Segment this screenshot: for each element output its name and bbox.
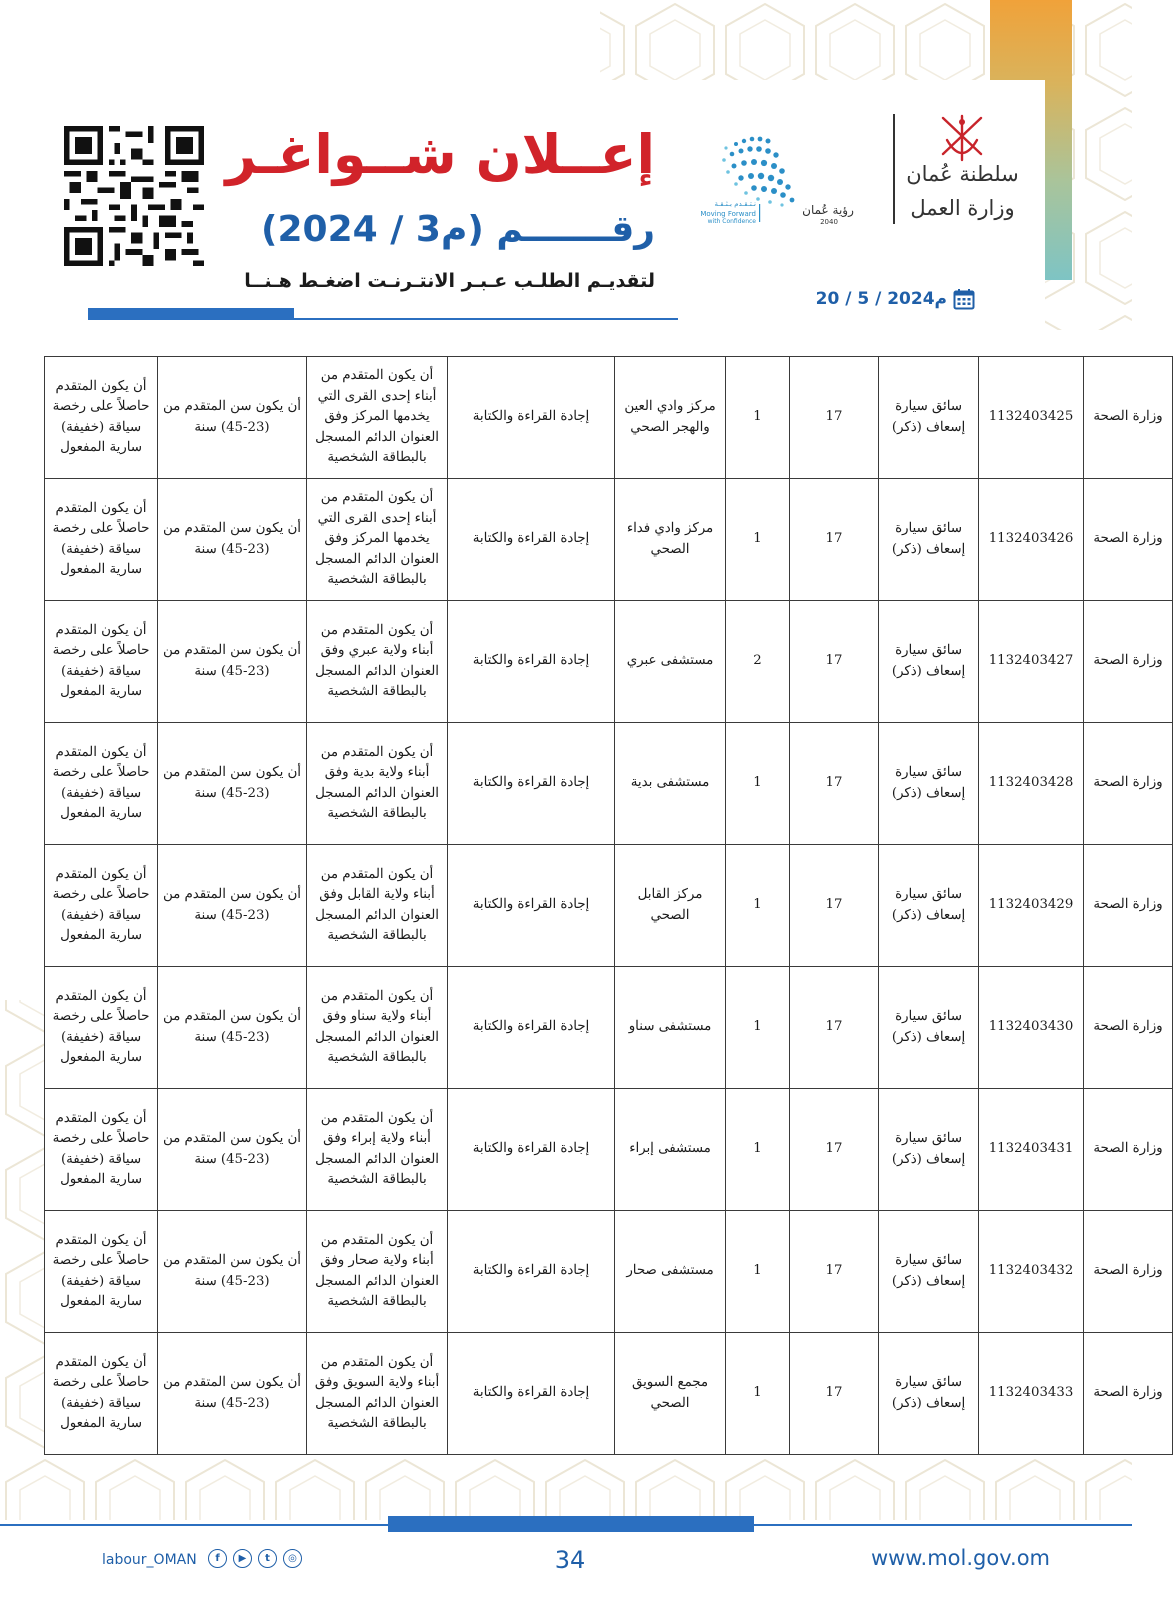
grade-cell: 17: [790, 1089, 879, 1211]
job-title-cell: سائق سيارة إسعاف (ذكر): [879, 1089, 979, 1211]
workplace-cell: مستشفى إبراء: [615, 1089, 726, 1211]
age-condition-cell: أن يكون سن المتقدم من (23-45) سنة: [158, 967, 307, 1089]
workplace-cell: مستشفى سناو: [615, 967, 726, 1089]
title-underline: [88, 308, 678, 320]
job-code-cell: 1132403430: [979, 967, 1084, 1089]
ministry-cell: وزارة الصحة: [1084, 1089, 1173, 1211]
job-code-cell: 1132403431: [979, 1089, 1084, 1211]
table-row: [45, 1211, 1173, 1333]
workplace-cell: مستشفى عبري: [615, 601, 726, 723]
vacancy-count-cell: 1: [726, 723, 790, 845]
vision-year: 2040: [820, 218, 838, 226]
license-condition-cell: أن يكون المتقدم حاصلاً على رخصة سياقة (خفيفة) سارية المفعول: [45, 357, 158, 479]
job-code-cell: 1132403426: [979, 479, 1084, 601]
qr-code-icon[interactable]: [64, 126, 204, 266]
ministry-cell: وزارة الصحة: [1084, 479, 1173, 601]
age-condition-cell: أن يكون سن المتقدم من (23-45) سنة: [158, 1089, 307, 1211]
job-title-cell: سائق سيارة إسعاف (ذكر): [879, 723, 979, 845]
qualification-cell: إجادة القراءة والكتابة: [448, 967, 615, 1089]
date-text: 20 / 5 / 2024م: [815, 289, 947, 309]
table-row: [45, 723, 1173, 845]
tagline-arabic: نـتـقـدم بـثـقـة: [714, 200, 756, 208]
residence-condition-cell: أن يكون المتقدم من أبناء ولاية صحار وفق العنوان الدائم المسجل بالبطاقة الشخصية: [307, 1211, 448, 1333]
vacancy-count-cell: 1: [726, 967, 790, 1089]
age-condition-cell: أن يكون سن المتقدم من (23-45) سنة: [158, 1211, 307, 1333]
job-title-cell: سائق سيارة إسعاف (ذكر): [879, 845, 979, 967]
social-handle[interactable]: labour_OMAN: [102, 1552, 197, 1568]
age-condition-cell: أن يكون سن المتقدم من (23-45) سنة: [158, 479, 307, 601]
workplace-cell: مركز القابل الصحي: [615, 845, 726, 967]
qualification-cell: إجادة القراءة والكتابة: [448, 845, 615, 967]
job-title-cell: سائق سيارة إسعاف (ذكر): [879, 967, 979, 1089]
license-condition-cell: أن يكون المتقدم حاصلاً على رخصة سياقة (خفيفة) سارية المفعول: [45, 723, 158, 845]
job-code-cell: 1132403427: [979, 601, 1084, 723]
youtube-icon[interactable]: ▶: [233, 1549, 252, 1568]
instagram-icon[interactable]: ◎: [283, 1549, 302, 1568]
ministry-cell: وزارة الصحة: [1084, 967, 1173, 1089]
grade-cell: 17: [790, 845, 879, 967]
grade-cell: 17: [790, 967, 879, 1089]
job-title-cell: سائق سيارة إسعاف (ذكر): [879, 601, 979, 723]
job-title-cell: سائق سيارة إسعاف (ذكر): [879, 1333, 979, 1455]
announcement-date: [790, 288, 975, 314]
license-condition-cell: أن يكون المتقدم حاصلاً على رخصة سياقة (خفيفة) سارية المفعول: [45, 479, 158, 601]
ministry-name-line2: وزارة العمل: [910, 196, 1015, 220]
residence-condition-cell: أن يكون المتقدم من أبناء ولاية عبري وفق العنوان الدائم المسجل بالبطاقة الشخصية: [307, 601, 448, 723]
license-condition-cell: أن يكون المتقدم حاصلاً على رخصة سياقة (خفيفة) سارية المفعول: [45, 845, 158, 967]
social-icons: [208, 1549, 302, 1569]
grade-cell: 17: [790, 723, 879, 845]
license-condition-cell: أن يكون المتقدم حاصلاً على رخصة سياقة (خفيفة) سارية المفعول: [45, 601, 158, 723]
page-number: 34: [554, 1546, 586, 1574]
page-title: إعــلان شــواغـر: [225, 123, 655, 186]
job-code-cell: 1132403425: [979, 357, 1084, 479]
age-condition-cell: أن يكون سن المتقدم من (23-45) سنة: [158, 723, 307, 845]
workplace-cell: مستشفى بدية: [615, 723, 726, 845]
workplace-cell: مجمع السويق الصحي: [615, 1333, 726, 1455]
job-code-cell: 1132403432: [979, 1211, 1084, 1333]
residence-condition-cell: أن يكون المتقدم من أبناء ولاية بدية وفق العنوان الدائم المسجل بالبطاقة الشخصية: [307, 723, 448, 845]
job-title-cell: سائق سيارة إسعاف (ذكر): [879, 479, 979, 601]
qualification-cell: إجادة القراءة والكتابة: [448, 1211, 615, 1333]
table-row: [45, 1333, 1173, 1455]
vacancy-count-cell: 1: [726, 845, 790, 967]
qualification-cell: إجادة القراءة والكتابة: [448, 723, 615, 845]
tagline-english-line2: with Confidence: [707, 218, 756, 225]
vacancies-table: [44, 356, 1173, 1455]
grade-cell: 17: [790, 479, 879, 601]
ministry-cell: وزارة الصحة: [1084, 1211, 1173, 1333]
residence-condition-cell: أن يكون المتقدم من أبناء إحدى القرى التي يخدمها المركز وفق العنوان الدائم المسجل بالبطاقة الشخصية: [307, 357, 448, 479]
qualification-cell: إجادة القراءة والكتابة: [448, 357, 615, 479]
qualification-cell: إجادة القراءة والكتابة: [448, 1333, 615, 1455]
footer-tab: [388, 1516, 754, 1532]
workplace-cell: مركز وادي العين والهجر الصحي: [615, 357, 726, 479]
residence-condition-cell: أن يكون المتقدم من أبناء إحدى القرى التي يخدمها المركز وفق العنوان الدائم المسجل بالبطاقة الشخصية: [307, 479, 448, 601]
table-row: [45, 967, 1173, 1089]
announcement-number: رقـــــــم (م3 / 2024): [261, 209, 655, 250]
residence-condition-cell: أن يكون المتقدم من أبناء ولاية السويق وفق العنوان الدائم المسجل بالبطاقة الشخصية: [307, 1333, 448, 1455]
qualification-cell: إجادة القراءة والكتابة: [448, 1089, 615, 1211]
job-title-cell: سائق سيارة إسعاف (ذكر): [879, 1211, 979, 1333]
vision-label: رؤية عُمان: [802, 203, 854, 217]
qualification-cell: إجادة القراءة والكتابة: [448, 601, 615, 723]
vacancy-count-cell: 1: [726, 1089, 790, 1211]
table-row: [45, 601, 1173, 723]
license-condition-cell: أن يكون المتقدم حاصلاً على رخصة سياقة (خفيفة) سارية المفعول: [45, 1089, 158, 1211]
apply-online-link[interactable]: لتقديـم الطلـب عـبـر الانتـرنـت اضغـط هـنــا: [244, 270, 655, 292]
license-condition-cell: أن يكون المتقدم حاصلاً على رخصة سياقة (خفيفة) سارية المفعول: [45, 967, 158, 1089]
ministry-cell: وزارة الصحة: [1084, 723, 1173, 845]
job-code-cell: 1132403429: [979, 845, 1084, 967]
tagline-english-line1: Moving Forward: [700, 210, 756, 218]
vacancy-count-cell: 1: [726, 1333, 790, 1455]
job-code-cell: 1132403433: [979, 1333, 1084, 1455]
residence-condition-cell: أن يكون المتقدم من أبناء ولاية القابل وفق العنوان الدائم المسجل بالبطاقة الشخصية: [307, 845, 448, 967]
vacancy-count-cell: 2: [726, 601, 790, 723]
vacancy-count-cell: 1: [726, 357, 790, 479]
workplace-cell: مستشفى صحار: [615, 1211, 726, 1333]
table-row: [45, 479, 1173, 601]
residence-condition-cell: أن يكون المتقدم من أبناء ولاية سناو وفق العنوان الدائم المسجل بالبطاقة الشخصية: [307, 967, 448, 1089]
grade-cell: 17: [790, 357, 879, 479]
age-condition-cell: أن يكون سن المتقدم من (23-45) سنة: [158, 601, 307, 723]
table-row: [45, 845, 1173, 967]
job-code-cell: 1132403428: [979, 723, 1084, 845]
ministry-cell: وزارة الصحة: [1084, 1333, 1173, 1455]
age-condition-cell: أن يكون سن المتقدم من (23-45) سنة: [158, 357, 307, 479]
grade-cell: 17: [790, 1333, 879, 1455]
table-row: [45, 1089, 1173, 1211]
qualification-cell: إجادة القراءة والكتابة: [448, 479, 615, 601]
ministry-name-line1: سلطنة عُمان: [906, 162, 1019, 186]
age-condition-cell: أن يكون سن المتقدم من (23-45) سنة: [158, 1333, 307, 1455]
residence-condition-cell: أن يكون المتقدم من أبناء ولاية إبراء وفق العنوان الدائم المسجل بالبطاقة الشخصية: [307, 1089, 448, 1211]
job-title-cell: سائق سيارة إسعاف (ذكر): [879, 357, 979, 479]
vacancy-count-cell: 1: [726, 1211, 790, 1333]
ministry-cell: وزارة الصحة: [1084, 357, 1173, 479]
workplace-cell: مركز وادي فداء الصحي: [615, 479, 726, 601]
ministry-cell: وزارة الصحة: [1084, 601, 1173, 723]
table-row: [45, 357, 1173, 479]
website-link[interactable]: www.mol.gov.om: [870, 1546, 1050, 1570]
grade-cell: 17: [790, 601, 879, 723]
twitter-icon[interactable]: t: [258, 1549, 277, 1568]
age-condition-cell: أن يكون سن المتقدم من (23-45) سنة: [158, 845, 307, 967]
grade-cell: 17: [790, 1211, 879, 1333]
facebook-icon[interactable]: f: [208, 1549, 227, 1568]
ministry-cell: وزارة الصحة: [1084, 845, 1173, 967]
license-condition-cell: أن يكون المتقدم حاصلاً على رخصة سياقة (خفيفة) سارية المفعول: [45, 1333, 158, 1455]
calendar-icon: [953, 288, 975, 310]
license-condition-cell: أن يكون المتقدم حاصلاً على رخصة سياقة (خفيفة) سارية المفعول: [45, 1211, 158, 1333]
vacancy-count-cell: 1: [726, 479, 790, 601]
